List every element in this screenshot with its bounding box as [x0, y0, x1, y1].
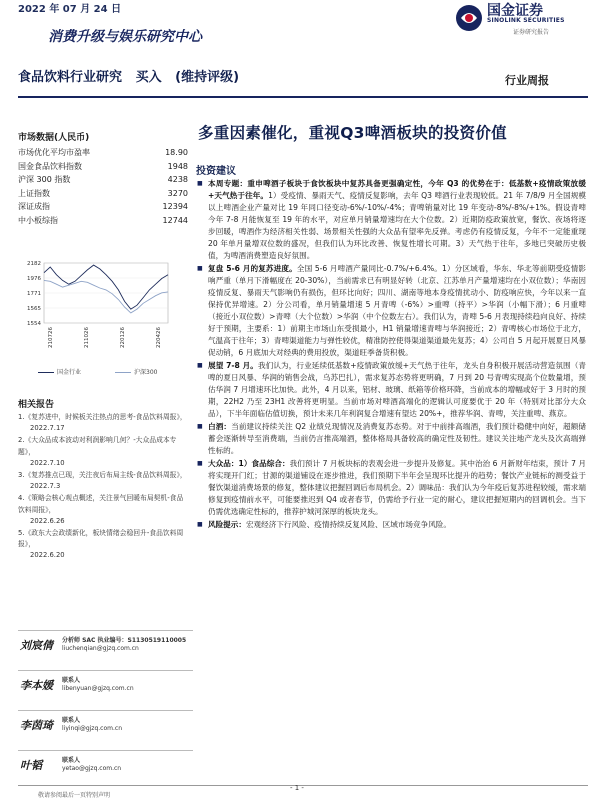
- market-row: [18, 214, 188, 228]
- related-reports-title: 相关报告: [18, 400, 55, 410]
- logo: [455, 0, 585, 40]
- logo-en: SINOLINK SECURITIES: [487, 17, 565, 24]
- analyst-role: 分析师 SAC 执业编号：S1130519110005: [62, 637, 187, 644]
- related-report-text: 5.《政东大会政绩新化，板块情绪会稳回升-食品饮料周报》，: [18, 529, 184, 549]
- report-title: 多重因素催化，重视Q3啤酒板块的投资价值: [198, 124, 507, 142]
- related-report-text: 2.《大众品成本波动对利润影响几何？-大众品成本专题》，: [18, 436, 177, 456]
- market-row: [18, 146, 188, 160]
- market-label: 沪深 300 指数: [18, 175, 71, 184]
- analyst-role: 联系人: [62, 677, 81, 684]
- related-report-date: 2022.6.26: [30, 516, 65, 525]
- x-tick-label: 220126: [120, 327, 126, 348]
- related-report-text: 4.《策略会核心观点概述，关注景气回暖布局契机-食品饮料周报》，: [18, 494, 184, 514]
- related-report-item[interactable]: [18, 412, 188, 434]
- related-report-item[interactable]: [18, 435, 188, 469]
- paragraph-text: 当前建议持续关注 Q2 业绩兑现情况及消费复苏态势。对于中前排高端酒，我们预计稳健中向好，超额储蓄会逐渐转导至消费端，当前仍言推高端酒，整体格局具备较高的确定性及韧性。建议关注地产龙头及次高端弹性标的。: [208, 422, 586, 455]
- related-report-item[interactable]: [18, 493, 188, 527]
- analyst-role: 联系人: [62, 757, 81, 764]
- analysts: [18, 630, 193, 790]
- analyst-card: [18, 710, 193, 750]
- logo-sub: 证券研究报告: [513, 29, 550, 36]
- section-title: 投资建议: [196, 166, 236, 177]
- related-report-text: 3.《复苏推点已现，关注夜后布局主线-食品饮料周报》，: [18, 471, 187, 480]
- analyst-card: [18, 750, 193, 790]
- analyst-email[interactable]: liyinqi@gjzq.com.cn: [62, 725, 122, 732]
- market-row: [18, 200, 188, 214]
- header-divider: [18, 96, 588, 98]
- paragraph-lead: 复盘 5-6 月的复苏进度。: [208, 264, 297, 273]
- legend-item: 沪深300: [115, 367, 157, 376]
- body-paragraph: [196, 360, 586, 420]
- analyst-email[interactable]: liuchenqian@gjzq.com.cn: [62, 645, 139, 652]
- analyst-role: 联系人: [62, 717, 81, 724]
- related-report-item[interactable]: [18, 470, 188, 492]
- market-label: 上证指数: [18, 188, 50, 198]
- analyst-email[interactable]: yetao@gjzq.com.cn: [62, 765, 122, 772]
- analyst-card: [18, 630, 193, 670]
- related-report-date: 2022.6.20: [30, 551, 65, 560]
- y-tick-label: 1771: [27, 291, 41, 297]
- paragraph-text: 我们预计 7 月板块标的表观会进一步提升及修复。其中治治 6 月新财年结束，预计 7 月将实现开门红；甘源的渠道铺设在逐步推进，我们预期下半年会呈现环比提升的趋势；餐饮产业链标的测受益于餐饮渠道消费场景的修复，整体建议把握回调后布局机会。2）调味品：我们认为今年疫后复苏进程较缓，需求端修复到疫情前水平，可能要推迟到 Q4 或者春节，仍需给予行业一定的耐心，建议把握短期内的回调机会。当下仍需优选确定性标的，推荐护城河深厚的板块龙头。: [208, 459, 586, 516]
- body-paragraph: [196, 178, 586, 262]
- paragraph-text: 我们认为，行业延续低基数+疫情政策放缓+天气热于往年，龙头自身积极开展活动营造氛围（青啤的夏日风暴、华润的销售会战，乌苏巴扎），需求复苏态势将更明确，7 月到 20 号青啤实现高个位数量增，预估华润 7 月增速环比加快。此外，4 月以来，铝材、玻璃、纸箱等价格环降，当前成本的增幅或好于 3 月时的预期，22H2 乃至 23H1 改善将更明显。当前市场对啤酒高端化的逻辑认可度要优于 20 年（特别对比部分大众品），下半年面临估值切换，预计未来几年利润复合增速有望达 20%+，推荐华润、青啤，关注重啤、燕京。: [208, 361, 586, 418]
- market-value: 12744: [162, 215, 188, 225]
- related-reports: [18, 397, 188, 563]
- market-value: 18.90: [165, 148, 188, 157]
- related-report-date: 2022.7.17: [30, 424, 65, 433]
- sinolink-logo-icon: [455, 4, 483, 32]
- market-label: 国金食品饮料指数: [18, 161, 82, 171]
- analyst-card: [18, 670, 193, 710]
- y-tick-label: 1565: [27, 306, 41, 312]
- paragraph-lead: 白酒：: [208, 422, 232, 431]
- related-report-date: 2022.7.10: [30, 458, 65, 467]
- related-report-date: 2022.7.3: [30, 482, 61, 491]
- market-label: 深证成指: [18, 202, 50, 211]
- market-data-title: 市场数据(人民币): [18, 133, 90, 143]
- market-label: 中小板综指: [18, 215, 58, 225]
- analyst-name: 李茵琦: [20, 719, 53, 732]
- related-report-text: 1.《复苏进中，时候板关注热点的思考-食品饮料周报》，: [18, 413, 187, 421]
- market-value: 3270: [167, 188, 188, 198]
- paragraph-lead: 风险提示：: [208, 520, 246, 529]
- market-value: 12394: [162, 202, 188, 211]
- report-date: 2022 年 07 月 24 日: [18, 4, 122, 15]
- body-paragraph: [196, 263, 586, 359]
- body-paragraph: [196, 421, 586, 457]
- x-tick-label: 220426: [156, 327, 162, 348]
- footer-disclaimer: 敬请参阅最后一页特别声明: [38, 792, 111, 799]
- paragraph-lead: 本周专题：重申啤酒子板块于食饮板块中复苏具备更强确定性，今年 Q3 的优势在于：低基数+疫情政策放缓+天气热于往年。: [208, 179, 586, 200]
- paragraph-text: 1）受疫情、暴雨天气、疫情反复影响，去年 Q3 啤酒行业表现较低。21 年 7/8/9 月全国规模以上啤酒企业产量对比 19 年同口径变动-6%/-10%/-4%；青啤销量对比 19 年变动-8%/-8%/+1%。假设青啤今年 7-8 月能恢复至 19 年的水平，对应单月销量增速均在大个位数。2）近期防疫政策放宽，餐饮、夜场将逐步回暖，啤酒作为经济相关性弱、场景相关性强的大众品有望率先反弹。考虑仍有疫情反复，今年不一定能重现 20 年单月量增双位数的盛况，但我们认为环比改善、恢复性增长可期。3）天气热于往年，多地已突破历史极值，为啤酒消费塑造良好氛围。: [208, 191, 586, 260]
- y-tick-label: 2182: [27, 261, 41, 267]
- report-type: 行业周报: [505, 74, 549, 87]
- y-tick-label: 1554: [27, 321, 41, 327]
- market-value: 4238: [167, 175, 188, 184]
- paragraph-lead: 展望 7-8 月。: [208, 361, 258, 370]
- paragraph-text: 全国 5-6 月啤酒产量同比-0.7%/+6.4%。1）分区域看，华东、华北等前期受疫情影响严重（单月下滑幅度在 20-30%），当前需求已有明显好转（北京、江苏单月产量增速均在小双位数）；华南因疫情反复、暴雨天气影响仍有损伤，但环比向好；四川、湖南等地本身疫情扰动小、防疫响应快，今年以来一直保持优异增速。2）分公司看，单月销量增速 5 月青啤（-6%）>重啤（持平）>华润（小幅下滑）；6 月重啤（接近小双位数）>青啤（大个位数）>华润（中个位数左右）。我们认为，青啤 5-6 月表现持续趋向良好、持续好于预期，主要系：1）前期主市场山东受损最小，H1 销量增速青啤与华润接近；2）青啤核心市场位于北方，气温高于往年；3）青啤渠道能力与弹性较优，精准防控使得渠道渠道最先复苏；4）公司自 5 月起开展夏日风暴促动销，6 月底加大对经典的费用投放，渠道旺季备货积极。: [208, 264, 586, 357]
- logo-cn: 国金证券: [487, 3, 543, 19]
- body-paragraph: [196, 458, 586, 518]
- body-paragraph: [196, 519, 586, 531]
- analyst-name: 李本媛: [20, 679, 53, 692]
- paragraph-lead: 大众品：1）食品综合：: [208, 459, 290, 468]
- market-label: 市场优化平均市盈率: [18, 148, 90, 157]
- paragraph-text: 宏观经济下行风险、疫情持续反复风险、区域市场竞争风险。: [245, 520, 451, 529]
- market-row: [18, 173, 188, 187]
- x-tick-label: 211026: [84, 327, 90, 348]
- page-number: - 1 -: [290, 784, 304, 792]
- analyst-email[interactable]: libenyuan@gjzq.com.cn: [62, 685, 134, 692]
- y-tick-label: 1976: [27, 276, 41, 282]
- industry-rating: 食品饮料行业研究 买入 (维持评级): [18, 70, 240, 85]
- analyst-name: 叶韬: [20, 759, 42, 772]
- report-body: [196, 178, 586, 532]
- chart-legend: [38, 367, 157, 376]
- research-center: 消费升级与娱乐研究中心: [48, 29, 202, 45]
- market-value: 1948: [167, 161, 188, 171]
- x-tick-label: 210726: [48, 327, 54, 348]
- market-data: [18, 130, 188, 227]
- legend-item: 国金行业: [38, 367, 81, 376]
- market-row: [18, 187, 188, 201]
- analyst-name: 刘宸倩: [20, 639, 53, 652]
- market-row: [18, 160, 188, 174]
- related-report-item[interactable]: [18, 528, 188, 562]
